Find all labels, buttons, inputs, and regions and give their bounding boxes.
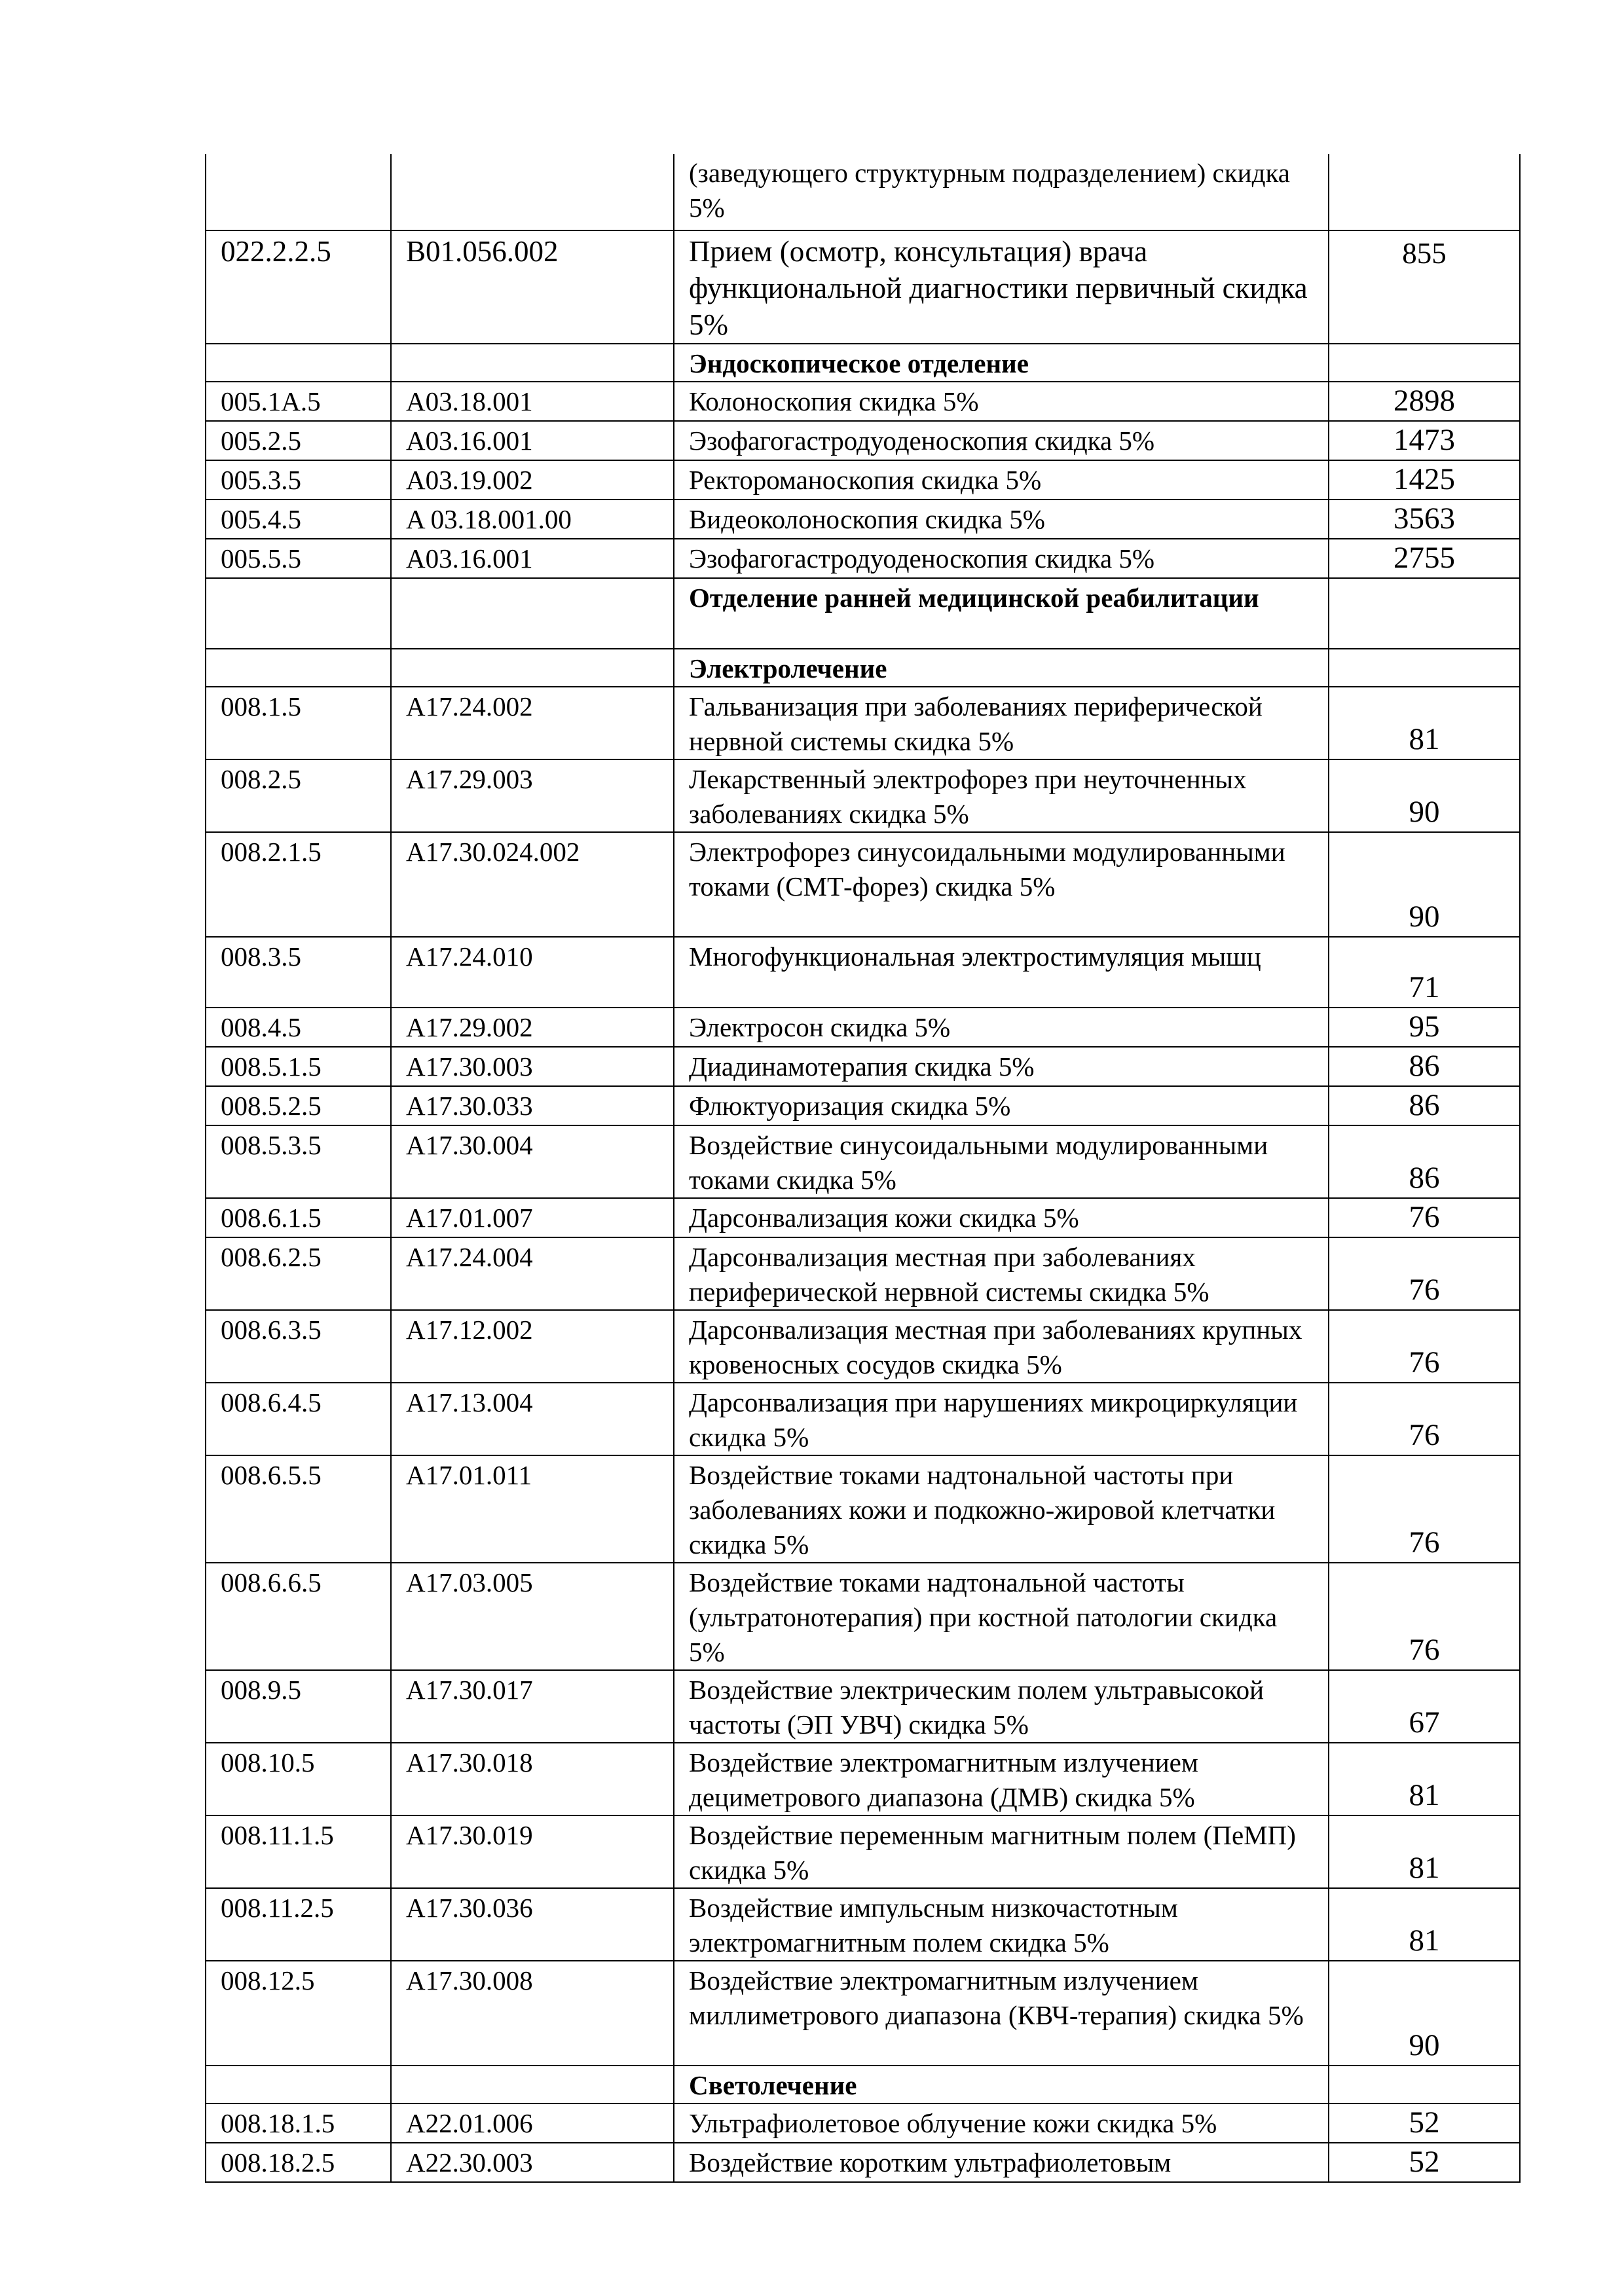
- service-number-cell: 008.9.5: [206, 1670, 391, 1743]
- service-name-cell: Электросон скидка 5%: [674, 1008, 1329, 1047]
- price-cell: 86: [1329, 1125, 1520, 1198]
- service-name-cell: Дарсонвализация местная при заболеваниях периферической нервной системы скидка 5%: [674, 1237, 1329, 1310]
- service-number-cell: 008.6.5.5: [206, 1455, 391, 1563]
- price-table-body: [206, 154, 1520, 2182]
- service-name-cell: Колоноскопия скидка 5%: [674, 382, 1329, 421]
- price-cell: 76: [1329, 1310, 1520, 1383]
- service-name-cell: Флюктуоризация скидка 5%: [674, 1086, 1329, 1125]
- service-number-cell: 005.5.5: [206, 539, 391, 578]
- service-code-cell: A17.30.003: [391, 1047, 674, 1086]
- service-name-cell: Гальванизация при заболеваниях периферической нервной системы скидка 5%: [674, 687, 1329, 759]
- service-number-cell: 008.1.5: [206, 687, 391, 759]
- service-code-cell: A17.29.002: [391, 1008, 674, 1047]
- service-number-cell: 008.2.5: [206, 759, 391, 832]
- price-cell: 3563: [1329, 500, 1520, 539]
- service-name-cell: Электрофорез синусоидальными модулированными токами (СМТ-форез) скидка 5%: [674, 832, 1329, 937]
- service-code-cell: [391, 154, 674, 230]
- section-title-cell: Отделение ранней медицинской реабилитации: [674, 578, 1329, 649]
- service-code-cell: A17.13.004: [391, 1383, 674, 1455]
- table-row: [206, 421, 1520, 460]
- service-code-cell: [391, 649, 674, 687]
- price-cell: 81: [1329, 687, 1520, 759]
- service-code-cell: A17.30.008: [391, 1961, 674, 2066]
- service-name-cell: Воздействие переменным магнитным полем (ПеМП) скидка 5%: [674, 1815, 1329, 1888]
- price-cell: 90: [1329, 759, 1520, 832]
- service-code-cell: A17.29.003: [391, 759, 674, 832]
- price-cell: 76: [1329, 1563, 1520, 1670]
- service-code-cell: A17.30.017: [391, 1670, 674, 1743]
- service-number-cell: 008.2.1.5: [206, 832, 391, 937]
- service-name-cell: Эзофагогастродуоденоскопия скидка 5%: [674, 539, 1329, 578]
- price-cell: 855: [1329, 230, 1520, 344]
- price-table: [205, 154, 1521, 2183]
- price-cell: 71: [1329, 937, 1520, 1008]
- service-name-cell: Лекарственный электрофорез при неуточненных заболеваниях скидка 5%: [674, 759, 1329, 832]
- service-number-cell: [206, 649, 391, 687]
- service-name-cell: Ректороманоскопия скидка 5%: [674, 460, 1329, 500]
- table-row: [206, 1961, 1520, 2066]
- service-name-cell: Воздействие коротким ультрафиолетовым: [674, 2143, 1329, 2182]
- service-name-cell: Воздействие токами надтональной частоты при заболеваниях кожи и подкожно-жировой клетчатки скидка 5%: [674, 1455, 1329, 1563]
- table-row: [206, 154, 1520, 230]
- table-row: [206, 1047, 1520, 1086]
- service-number-cell: 005.4.5: [206, 500, 391, 539]
- price-cell: 81: [1329, 1888, 1520, 1961]
- price-cell: 76: [1329, 1237, 1520, 1310]
- table-row: [206, 539, 1520, 578]
- service-name-cell: Видеоколоноскопия скидка 5%: [674, 500, 1329, 539]
- table-row: [206, 230, 1520, 344]
- service-name-cell: Воздействие электромагнитным излучением миллиметрового диапазона (КВЧ-терапия) скидка 5%: [674, 1961, 1329, 2066]
- service-number-cell: 008.5.2.5: [206, 1086, 391, 1125]
- table-row: [206, 1455, 1520, 1563]
- price-cell: [1329, 578, 1520, 649]
- service-name-cell: Дарсонвализация при нарушениях микроциркуляции скидка 5%: [674, 1383, 1329, 1455]
- service-number-cell: 008.5.3.5: [206, 1125, 391, 1198]
- section-title-cell: Эндоскопическое отделение: [674, 344, 1329, 382]
- table-row: [206, 1743, 1520, 1815]
- table-row: [206, 1383, 1520, 1455]
- table-row: [206, 2104, 1520, 2143]
- service-name-cell: Дарсонвализация кожи скидка 5%: [674, 1198, 1329, 1237]
- service-number-cell: [206, 344, 391, 382]
- service-code-cell: A03.19.002: [391, 460, 674, 500]
- table-row: [206, 687, 1520, 759]
- service-number-cell: 008.12.5: [206, 1961, 391, 2066]
- price-cell: 86: [1329, 1047, 1520, 1086]
- price-cell: 95: [1329, 1008, 1520, 1047]
- service-name-cell: Многофункциональная электростимуляция мышц: [674, 937, 1329, 1008]
- service-code-cell: A22.01.006: [391, 2104, 674, 2143]
- service-number-cell: 008.6.3.5: [206, 1310, 391, 1383]
- service-code-cell: A17.30.018: [391, 1743, 674, 1815]
- service-name-cell: Эзофагогастродуоденоскопия скидка 5%: [674, 421, 1329, 460]
- price-cell: [1329, 649, 1520, 687]
- service-code-cell: A17.01.011: [391, 1455, 674, 1563]
- service-number-cell: 005.1A.5: [206, 382, 391, 421]
- service-number-cell: 008.6.4.5: [206, 1383, 391, 1455]
- table-row: [206, 832, 1520, 937]
- table-row: [206, 937, 1520, 1008]
- service-name-cell: Воздействие электрическим полем ультравысокой частоты (ЭП УВЧ) скидка 5%: [674, 1670, 1329, 1743]
- table-row: [206, 1310, 1520, 1383]
- table-row: [206, 500, 1520, 539]
- price-cell: 1473: [1329, 421, 1520, 460]
- service-code-cell: A03.18.001: [391, 382, 674, 421]
- service-code-cell: A17.24.002: [391, 687, 674, 759]
- service-code-cell: A 03.18.001.00: [391, 500, 674, 539]
- price-cell: 90: [1329, 832, 1520, 937]
- section-title-cell: Электролечение: [674, 649, 1329, 687]
- service-number-cell: 008.11.1.5: [206, 1815, 391, 1888]
- service-code-cell: A17.24.010: [391, 937, 674, 1008]
- service-code-cell: A17.30.019: [391, 1815, 674, 1888]
- service-name-cell: Ультрафиолетовое облучение кожи скидка 5%: [674, 2104, 1329, 2143]
- price-cell: [1329, 344, 1520, 382]
- service-code-cell: [391, 344, 674, 382]
- service-number-cell: 005.3.5: [206, 460, 391, 500]
- service-number-cell: 022.2.2.5: [206, 230, 391, 344]
- service-code-cell: A17.30.033: [391, 1086, 674, 1125]
- service-name-cell: Воздействие синусоидальными модулированными токами скидка 5%: [674, 1125, 1329, 1198]
- service-number-cell: 008.6.2.5: [206, 1237, 391, 1310]
- service-number-cell: 005.2.5: [206, 421, 391, 460]
- price-cell: 2755: [1329, 539, 1520, 578]
- service-number-cell: 008.6.6.5: [206, 1563, 391, 1670]
- price-cell: [1329, 154, 1520, 230]
- service-name-cell: Воздействие токами надтональной частоты (ультратонотерапия) при костной патологии скидка 5%: [674, 1563, 1329, 1670]
- service-number-cell: 008.5.1.5: [206, 1047, 391, 1086]
- service-code-cell: A17.03.005: [391, 1563, 674, 1670]
- price-cell: 81: [1329, 1815, 1520, 1888]
- service-number-cell: [206, 578, 391, 649]
- price-cell: 52: [1329, 2104, 1520, 2143]
- service-code-cell: A17.24.004: [391, 1237, 674, 1310]
- service-code-cell: A17.01.007: [391, 1198, 674, 1237]
- section-header-row: [206, 578, 1520, 649]
- table-row: [206, 759, 1520, 832]
- service-number-cell: 008.4.5: [206, 1008, 391, 1047]
- service-number-cell: 008.18.2.5: [206, 2143, 391, 2182]
- price-cell: 81: [1329, 1743, 1520, 1815]
- service-code-cell: A17.12.002: [391, 1310, 674, 1383]
- price-cell: 67: [1329, 1670, 1520, 1743]
- service-name-cell: Диадинамотерапия скидка 5%: [674, 1047, 1329, 1086]
- table-row: [206, 1008, 1520, 1047]
- service-code-cell: [391, 2066, 674, 2104]
- service-name-cell: Воздействие электромагнитным излучением дециметрового диапазона (ДМВ) скидка 5%: [674, 1743, 1329, 1815]
- service-name-cell: Дарсонвализация местная при заболеваниях крупных кровеносных сосудов скидка 5%: [674, 1310, 1329, 1383]
- section-header-row: [206, 344, 1520, 382]
- service-number-cell: 008.18.1.5: [206, 2104, 391, 2143]
- service-code-cell: A17.30.036: [391, 1888, 674, 1961]
- section-header-row: [206, 649, 1520, 687]
- table-row: [206, 1563, 1520, 1670]
- service-name-cell: Воздействие импульсным низкочастотным электромагнитным полем скидка 5%: [674, 1888, 1329, 1961]
- price-cell: 76: [1329, 1383, 1520, 1455]
- service-code-cell: A17.30.024.002: [391, 832, 674, 937]
- service-code-cell: B01.056.002: [391, 230, 674, 344]
- service-name-cell: (заведующего структурным подразделением) скидка 5%: [674, 154, 1329, 230]
- table-row: [206, 1086, 1520, 1125]
- price-cell: 2898: [1329, 382, 1520, 421]
- table-row: [206, 1888, 1520, 1961]
- service-number-cell: [206, 2066, 391, 2104]
- table-row: [206, 382, 1520, 421]
- table-row: [206, 1237, 1520, 1310]
- service-code-cell: A22.30.003: [391, 2143, 674, 2182]
- price-cell: [1329, 2066, 1520, 2104]
- price-cell: 90: [1329, 1961, 1520, 2066]
- table-row: [206, 1198, 1520, 1237]
- section-title-cell: Светолечение: [674, 2066, 1329, 2104]
- service-name-cell: Прием (осмотр, консультация) врача функциональной диагностики первичный скидка 5%: [674, 230, 1329, 344]
- price-cell: 86: [1329, 1086, 1520, 1125]
- service-number-cell: 008.6.1.5: [206, 1198, 391, 1237]
- service-code-cell: [391, 578, 674, 649]
- price-cell: 76: [1329, 1198, 1520, 1237]
- price-cell: 76: [1329, 1455, 1520, 1563]
- section-header-row: [206, 2066, 1520, 2104]
- table-row: [206, 1670, 1520, 1743]
- service-number-cell: 008.10.5: [206, 1743, 391, 1815]
- table-row: [206, 1125, 1520, 1198]
- service-number-cell: [206, 154, 391, 230]
- price-cell: 52: [1329, 2143, 1520, 2182]
- table-row: [206, 2143, 1520, 2182]
- table-row: [206, 460, 1520, 500]
- service-code-cell: A03.16.001: [391, 421, 674, 460]
- table-row: [206, 1815, 1520, 1888]
- price-cell: 1425: [1329, 460, 1520, 500]
- service-number-cell: 008.11.2.5: [206, 1888, 391, 1961]
- service-code-cell: A03.16.001: [391, 539, 674, 578]
- service-code-cell: A17.30.004: [391, 1125, 674, 1198]
- service-number-cell: 008.3.5: [206, 937, 391, 1008]
